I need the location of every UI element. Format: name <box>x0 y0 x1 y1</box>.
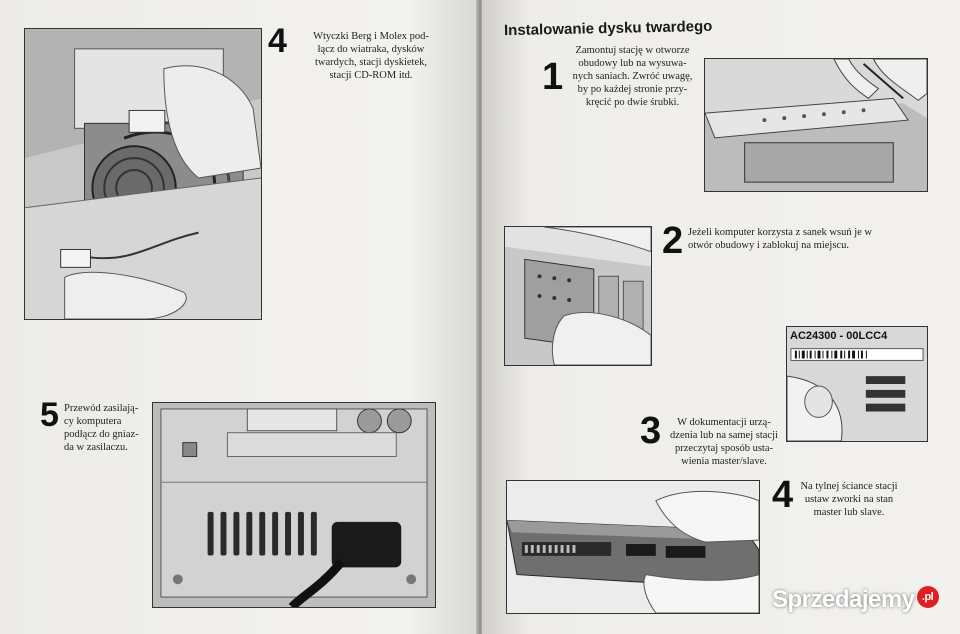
step3-text <box>660 416 788 468</box>
step5-number: 5 <box>40 396 59 434</box>
step4-right-line-3: master lub slave. <box>813 507 885 518</box>
step1-line-4: by po każdej stronie przy- <box>577 84 688 95</box>
step4-right-line-1: Na tylnej ściance stacji <box>800 481 898 492</box>
right-page <box>482 0 960 634</box>
step3-line-1: W dokumentacji urzą- <box>677 417 771 428</box>
step5-line-3: podłącz do gniaz- <box>64 429 139 440</box>
step2-number: 2 <box>662 220 684 262</box>
step3-line-3: przeczytaj sposób usta- <box>675 443 773 454</box>
step5-text <box>64 402 152 454</box>
step4-right-text <box>796 480 902 519</box>
watermark-text: Sprzedajemy <box>772 586 915 613</box>
step2-line-1: Jeżeli komputer korzysta z sanek wsuń je w <box>688 227 872 238</box>
photo-drive-jumpers <box>506 480 760 614</box>
step4-line-1: Wtyczki Berg i Molex pod- <box>313 31 429 42</box>
step1-text <box>560 44 705 109</box>
step1-line-2: obudowy lub na wysuwa- <box>578 58 687 69</box>
step2-text <box>688 226 908 252</box>
step1-line-3: nych saniach. Zwróć uwagę, <box>572 71 693 82</box>
step4-number: 4 <box>268 22 287 60</box>
photo-psu-socket <box>152 402 436 608</box>
step4-right-line-2: ustaw zworki na stan <box>804 494 894 505</box>
watermark <box>772 586 939 614</box>
photo-power-connectors <box>24 28 262 320</box>
step1-line-1: Zamontuj stację w otworze <box>575 45 690 56</box>
step3-number: 3 <box>640 410 662 452</box>
step1-line-5: kręcić po dwie śrubki. <box>585 97 680 108</box>
step3-line-4: wienia master/slave. <box>681 456 767 467</box>
drive-model-label: AC24300 - 00LCC4 <box>790 330 888 342</box>
step4-text <box>296 30 446 82</box>
step5-line-4: da w zasilaczu. <box>64 442 128 453</box>
photo-drive-label <box>786 326 928 442</box>
step4-line-4: stacji CD-ROM itd. <box>329 70 413 81</box>
step4-line-2: łącz do wiatraka, dysków <box>317 44 425 55</box>
photo-slide-rails <box>504 226 652 366</box>
step5-line-2: cy komputera <box>64 416 122 427</box>
step1-number: 1 <box>542 56 564 98</box>
watermark-badge: .pl <box>917 586 939 608</box>
step4-right-number: 4 <box>772 474 794 516</box>
photo-drive-screws <box>704 58 928 192</box>
step4-line-3: twardych, stacji dyskietek, <box>315 57 427 68</box>
page-title: Instalowanie dysku twardego <box>503 17 713 40</box>
left-page <box>0 0 478 634</box>
step5-line-1: Przewód zasilają- <box>64 403 139 414</box>
step3-line-2: dzenia lub na samej stacji <box>670 430 778 441</box>
step2-line-2: otwór obudowy i zablokuj na miejscu. <box>688 240 849 251</box>
